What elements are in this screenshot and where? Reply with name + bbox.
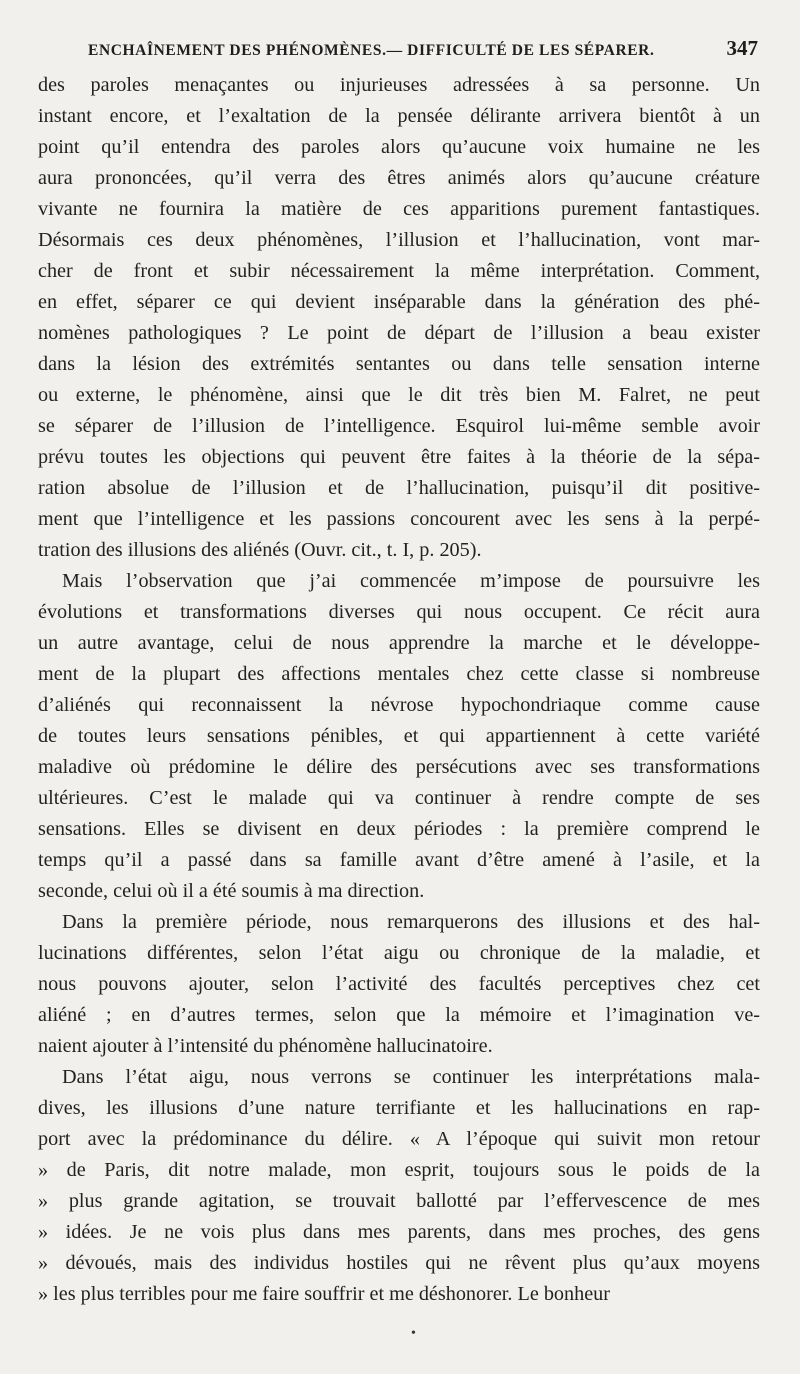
text-line: seconde, celui où il a été soumis à ma direction.	[38, 880, 425, 902]
text-line: tration des illusions des aliénés (Ouvr. cit., t. I, p. 205).	[38, 539, 482, 561]
page-header	[88, 36, 758, 66]
text-line: naient ajouter à l’intensité du phénomène hallucinatoire.	[38, 1035, 493, 1057]
text-line: en effet, séparer ce qui devient inséparable dans la génération des phé-	[38, 291, 760, 313]
text-line: Dans la première période, nous remarquerons des illusions et des hal-	[62, 911, 760, 933]
text-line: » dévoués, mais des individus hostiles qui ne rêvent plus qu’aux moyens	[38, 1252, 760, 1274]
text-line: des paroles menaçantes ou injurieuses adressées à sa personne. Un	[38, 74, 760, 96]
text-line: nous pouvons ajouter, selon l’activité des facultés perceptives chez cet	[38, 973, 760, 995]
text-line: Mais l’observation que j’ai commencée m’impose de poursuivre les	[62, 570, 760, 592]
footer-mark: •	[411, 1326, 416, 1341]
text-line: sensations. Elles se divisent en deux périodes : la première comprend le	[38, 818, 760, 840]
text-line: dans la lésion des extrémités sentantes ou dans telle sensation interne	[38, 353, 760, 375]
text-line: nomènes pathologiques ? Le point de départ de l’illusion a beau exister	[38, 322, 760, 344]
text-line: ultérieures. C’est le malade qui va continuer à rendre compte de ses	[38, 787, 760, 809]
text-line: prévu toutes les objections qui peuvent être faites à la théorie de la sépa-	[38, 446, 760, 468]
text-line: dives, les illusions d’une nature terrifiante et les hallucinations en rap-	[38, 1097, 760, 1119]
text-line: maladive où prédomine le délire des persécutions avec ses transformations	[38, 756, 760, 778]
text-line: lucinations différentes, selon l’état aigu ou chronique de la maladie, et	[38, 942, 760, 964]
text-line: aliéné ; en d’autres termes, selon que la mémoire et l’imagination ve-	[38, 1004, 760, 1026]
text-line: » idées. Je ne vois plus dans mes parents, dans mes proches, des gens	[38, 1221, 760, 1243]
text-line: de toutes leurs sensations pénibles, et qui appartiennent à cette variété	[38, 725, 760, 747]
text-line: ment que l’intelligence et les passions concourent avec les sens à la perpé-	[38, 508, 760, 530]
text-line: aura prononcées, qu’il verra des êtres animés alors qu’aucune créature	[38, 167, 760, 189]
text-line: temps qu’il a passé dans sa famille avant d’être amené à l’asile, et la	[38, 849, 760, 871]
text-line: évolutions et transformations diverses qui nous occupent. Ce récit aura	[38, 601, 760, 623]
text-line: point qu’il entendra des paroles alors qu’aucune voix humaine ne les	[38, 136, 760, 158]
page-number: 347	[726, 36, 758, 60]
text-line: » plus grande agitation, se trouvait ballotté par l’effervescence de mes	[38, 1190, 760, 1212]
text-line: » les plus terribles pour me faire souffrir et me déshonorer. Le bonheur	[38, 1283, 610, 1305]
text-line: ment de la plupart des affections mentales chez cette classe si nombreuse	[38, 663, 760, 685]
paragraph	[38, 1062, 760, 1310]
text-line: » de Paris, dit notre malade, mon esprit, toujours sous le poids de la	[38, 1159, 760, 1181]
text-line: d’aliénés qui reconnaissent la névrose hypochondriaque comme cause	[38, 694, 760, 716]
text-line: ou externe, le phénomène, ainsi que le dit très bien M. Falret, ne peut	[38, 384, 760, 406]
paragraph	[38, 566, 760, 907]
text-line: Désormais ces deux phénomènes, l’illusion et l’hallucination, vont mar-	[38, 229, 760, 251]
text-line: vivante ne fournira la matière de ces apparitions purement fantastiques.	[38, 198, 760, 220]
text-line: se séparer de l’illusion de l’intelligence. Esquirol lui-même semble avoir	[38, 415, 760, 437]
text-line: Dans l’état aigu, nous verrons se continuer les interprétations mala-	[62, 1066, 760, 1088]
text-line: un autre avantage, celui de nous apprendre la marche et le développe-	[38, 632, 760, 654]
text-line: cher de front et subir nécessairement la même interprétation. Comment,	[38, 260, 760, 282]
text-line: instant encore, et l’exaltation de la pensée délirante arrivera bientôt à un	[38, 105, 760, 127]
paragraph	[38, 907, 760, 1062]
text-line: port avec la prédominance du délire. « A l’époque qui suivit mon retour	[38, 1128, 760, 1150]
paragraph	[38, 70, 760, 566]
running-head: ENCHAÎNEMENT DES PHÉNOMÈNES.— DIFFICULTÉ DE LES SÉPARER.	[88, 42, 655, 59]
body-text	[38, 70, 760, 1310]
text-line: ration absolue de l’illusion et de l’hallucination, puisqu’il dit positive-	[38, 477, 760, 499]
